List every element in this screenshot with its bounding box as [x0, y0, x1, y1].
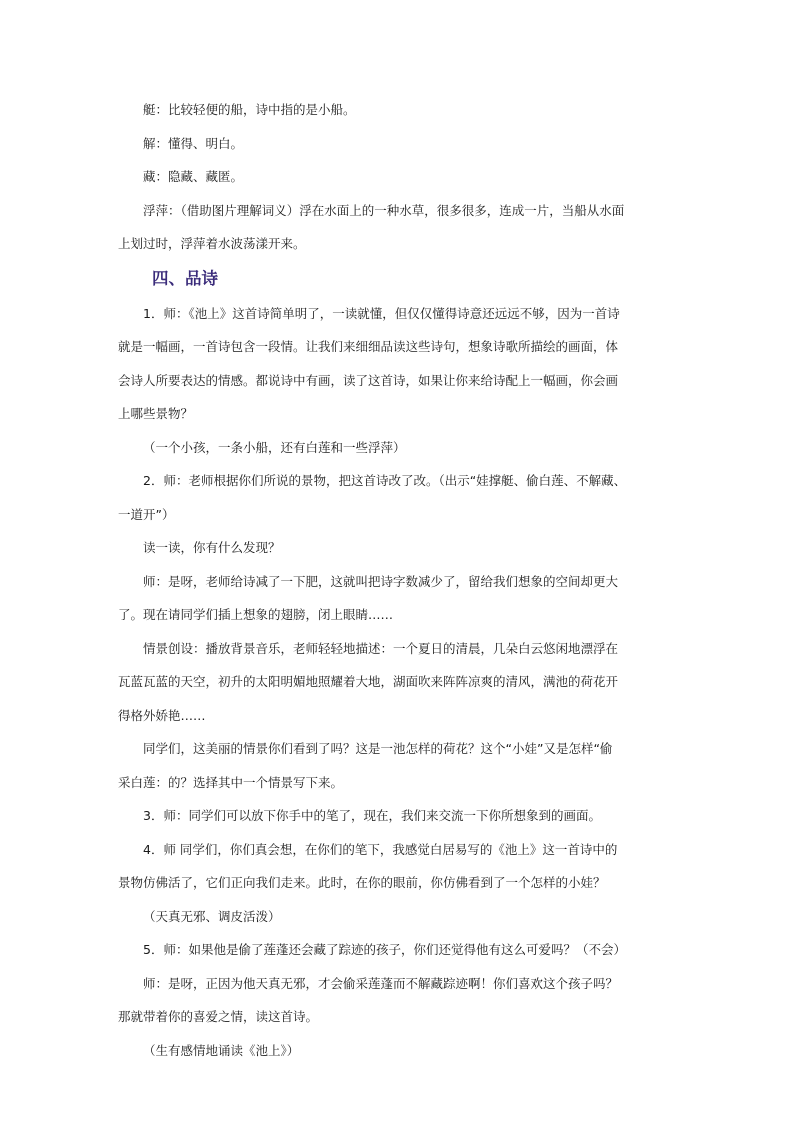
text-line: 解：懂得、明白。: [143, 135, 244, 151]
text-line: 就是一幅画，一首诗包含一段情。让我们来细细品读这些诗句，想象诗歌所描绘的画面，体: [118, 339, 619, 354]
glossary-item: [118, 134, 678, 154]
text-line: 藏：隐藏、藏匿。: [143, 169, 244, 184]
paragraph: [118, 1041, 678, 1061]
paragraph: [118, 806, 678, 826]
text-line: 那就带着你的喜爱之情，读这首诗。: [118, 1009, 319, 1024]
text-line: 读一读，你有什么发现？: [143, 540, 281, 555]
document-body: [118, 100, 678, 1074]
text-line: 1．师：《池上》这首诗简单明了，一读就懂，但仅仅懂得诗意还远远不够，因为一首诗: [143, 305, 620, 321]
glossary-item: [118, 100, 678, 120]
text-line: （生有感情地诵读《池上》）: [143, 1042, 300, 1058]
paragraph: [118, 974, 678, 1028]
paragraph: [118, 538, 678, 558]
text-line: 上哪些景物？: [118, 406, 194, 421]
text-line: 瓦蓝瓦蓝的天空，初升的太阳明媚地照耀着大地，湖面吹来阵阵凉爽的清风，满池的荷花开: [118, 674, 619, 689]
text-line: 会诗人所要表达的情感。都说诗中有画，读了这首诗，如果让你来给诗配上一幅画，你会画: [118, 372, 619, 388]
paragraph: [118, 639, 678, 726]
text-line: 浮萍：（借助图片理解词义）浮在水面上的一种水草，很多很多，连成一片，当船从水面: [143, 202, 625, 218]
text-line: 得格外娇艳……: [118, 707, 206, 723]
text-line: （一个小孩，一条小船，还有白莲和一些浮萍）: [143, 439, 406, 455]
paragraph: [118, 940, 678, 960]
text-line: 师：是呀，老师给诗减了一下肥，这就叫把诗字数减少了，留给我们想象的空间却更大: [143, 573, 619, 589]
text-line: 3．师：同学们可以放下你手中的笔了，现在，我们来交流一下你所想象到的画面。: [143, 808, 601, 823]
text-line: 一道开”）: [118, 506, 175, 522]
text-line: 同学们，这美丽的情景你们看到了吗？这是一池怎样的荷花？这个“小娃”又是怎样“偷: [143, 741, 613, 756]
paragraph: [118, 572, 678, 626]
text-line: 艇：比较轻便的船，诗中指的是小船。: [143, 102, 356, 117]
text-line: 4．师 同学们，你们真会想，在你们的笔下，我感觉白居易写的《池上》这一首诗中的: [143, 841, 618, 857]
paragraph: [118, 438, 678, 458]
text-line: 师：是呀，正因为他天真无邪，才会偷采莲蓬而不解藏踪迹啊！你们喜欢这个孩子吗？: [143, 975, 619, 991]
text-line: 5．师：如果他是偷了莲蓬还会藏了踪迹的孩子，你们还觉得他有这么可爱吗？（不会）: [143, 942, 626, 957]
text-line: 上划过时，浮萍着水波荡漾开来。: [118, 236, 306, 251]
text-line: （天真无邪、调皮活泼）: [143, 908, 281, 924]
section-title: 四、品诗: [152, 268, 218, 288]
glossary-item: [118, 201, 678, 255]
paragraph: [118, 471, 678, 525]
text-line: 了。现在请同学们插上想象的翅膀，闭上眼睛……: [118, 607, 394, 622]
paragraph: [118, 304, 678, 425]
glossary-item: [118, 167, 678, 187]
text-line: 景物仿佛活了，它们正向我们走来。此时，在你的眼前，你仿佛看到了一个怎样的小娃？: [118, 875, 606, 890]
text-line: 情景创设：播放背景音乐，老师轻轻地描述：一个夏日的清晨，几朵白云悠闲地漂浮在: [143, 640, 619, 656]
paragraph: [118, 840, 678, 894]
text-line: 采白莲：的？选择其中一个情景写下来。: [118, 774, 344, 790]
paragraph: [118, 739, 678, 793]
paragraph: [118, 907, 678, 927]
text-line: 2．师：老师根据你们所说的景物，把这首诗改了改。（出示“娃撑艇、偷白莲、不解藏、: [143, 473, 627, 488]
